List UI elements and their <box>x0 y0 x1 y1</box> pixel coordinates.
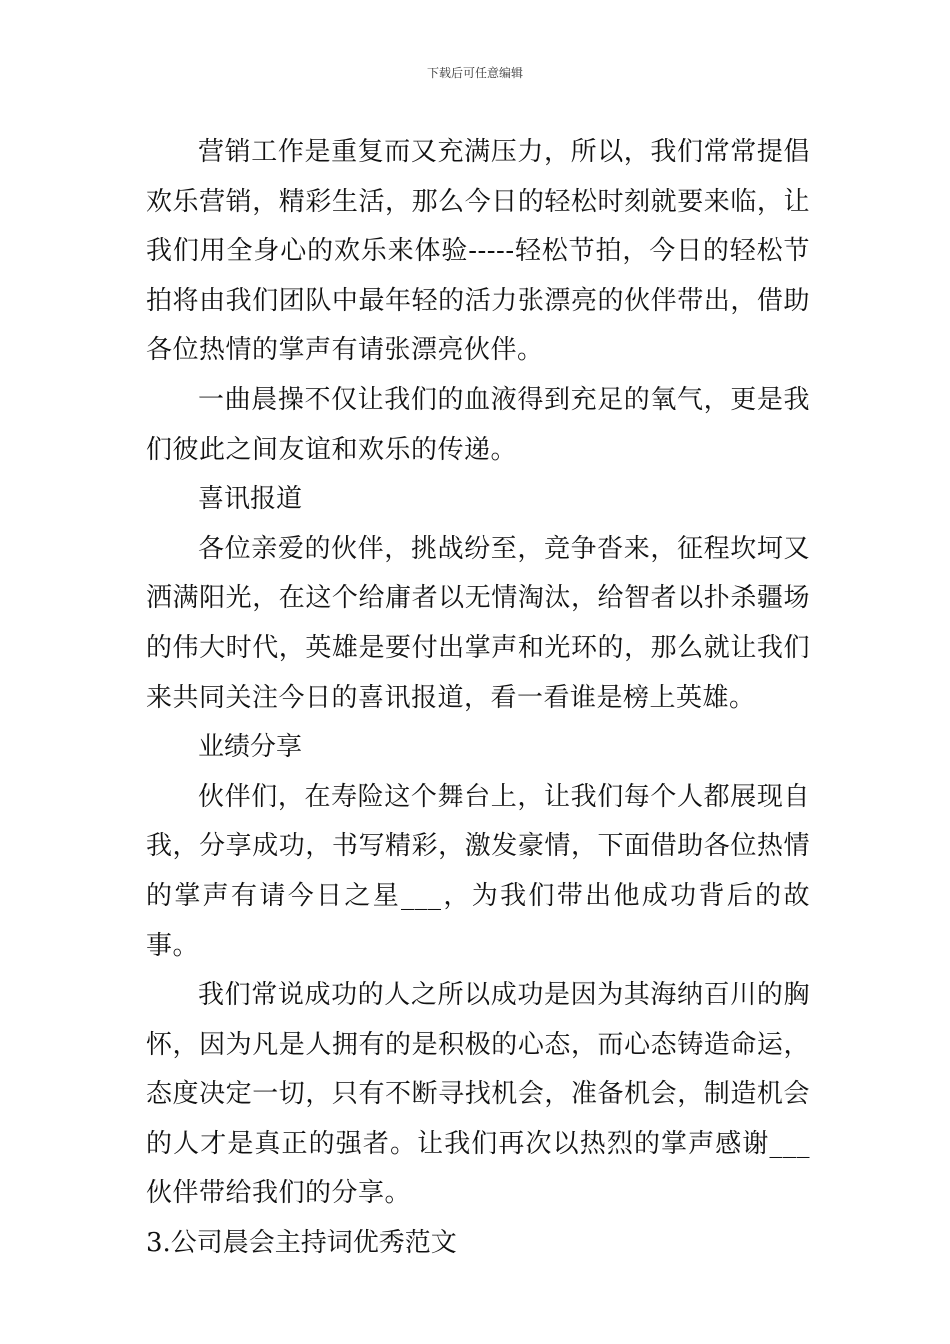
heading-performance-sharing: 业绩分享 <box>198 732 303 763</box>
paragraph-star-of-day: 伙伴们，在寿险这个舞台上，让我们每个人都展现自我，分享成功，书写精彩，激发豪情，下面借助各位热情的掌声有请今日之星___，为我们带出他成功背后的故事。 <box>146 781 810 961</box>
paragraph-success: 我们常说成功的人之所以成功是因为其海纳百川的胸怀，因为凡是人拥有的是积极的心态，而心态铸造命运，态度决定一切，只有不断寻找机会，准备机会，制造机会的人才是真正的强者。让我们再次以热烈的掌声感谢___伙伴带给我们的分享。 <box>146 980 810 1209</box>
page-header: 下载后可任意编辑 <box>426 66 523 80</box>
paragraph-good-news: 各位亲爱的伙伴，挑战纷至，竞争沓来，征程坎坷又洒满阳光，在这个给庸者以无情淘汰，给智者以扑杀疆场的伟大时代，英雄是要付出掌声和光环的，那么就让我们来共同关注今日的喜讯报道，看一看谁是榜上英雄。 <box>146 533 810 713</box>
paragraph-morning-exercise: 一曲晨操不仅让我们的血液得到充足的氧气，更是我们彼此之间友谊和欢乐的传递。 <box>146 384 810 465</box>
paragraph-intro: 营销工作是重复而又充满压力，所以，我们常常提倡欢乐营销，精彩生活，那么今日的轻松时刻就要来临，让我们用全身心的欢乐来体验-----轻松节拍，今日的轻松节拍将由我们团队中最年轻的活力张漂亮的伙伴带出，借助各位热情的掌声有请张漂亮伙伴。 <box>146 137 810 366</box>
heading-good-news: 喜讯报道 <box>198 484 303 515</box>
document-body <box>146 128 810 1269</box>
section-title: 3.公司晨会主持词优秀范文 <box>146 1228 457 1259</box>
